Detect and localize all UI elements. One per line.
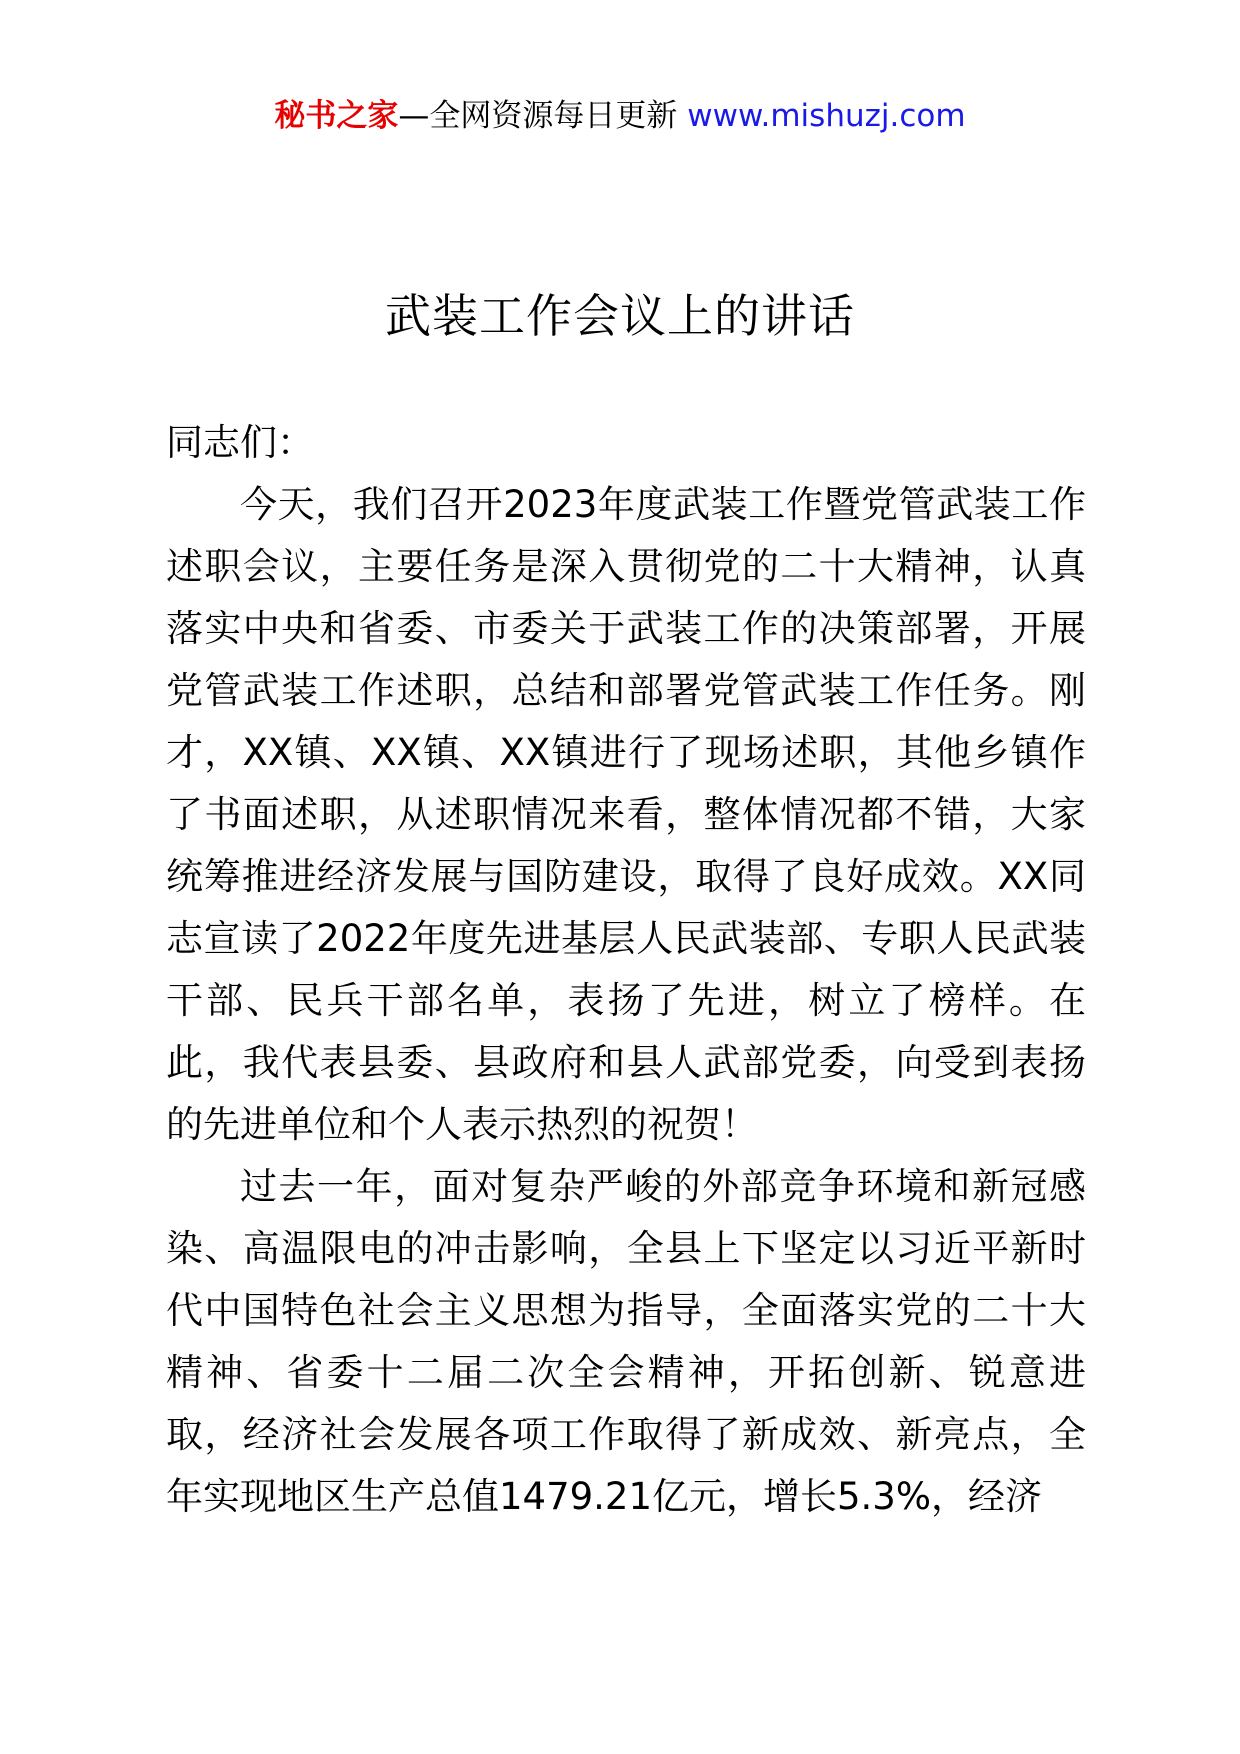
brand-name: 秘书之家 (274, 98, 399, 134)
paragraph: 过去一年，面对复杂严峻的外部竞争环境和新冠感染、高温限电的冲击影响，全县上下坚定以习近平新时代中国特色社会主义思想为指导，全面落实党的二十大精神、省委十二届二次全会精神，开拓创新、锐意进取，经济社会发展各项工作取得了新成效、新亮点，全年实现地区生产总值1479.21亿元，增长5.3%，经济 (166, 1165, 1086, 1518)
header-slogan: —全网资源每日更新 (398, 98, 688, 134)
paragraph: 今天，我们召开2023年度武装工作暨党管武装工作述职会议，主要任务是深入贯彻党的二十大精神，认真落实中央和省委、市委关于武装工作的决策部署，开展党管武装工作述职，总结和部署党管武装工作任务。刚才，XX镇、XX镇、XX镇进行了现场述职，其他乡镇作了书面述职，从述职情况来看，整体情况都不错，大家统筹推进经济发展与国防建设，取得了良好成效。XX同志宣读了2022年度先进基层人民武装部、专职人民武装干部、民兵干部名单，表扬了先进，树立了榜样。在此，我代表县委、县政府和县人武部党委，向受到表扬的先进单位和个人表示热烈的祝贺！ (166, 483, 1086, 1146)
document-title: 武装工作会议上的讲话 (385, 289, 855, 343)
salutation: 同志们： (166, 421, 314, 464)
document-body (166, 412, 1086, 1528)
header-url-link[interactable]: www.mishuzj.com (687, 98, 966, 134)
site-header (0, 96, 1240, 136)
